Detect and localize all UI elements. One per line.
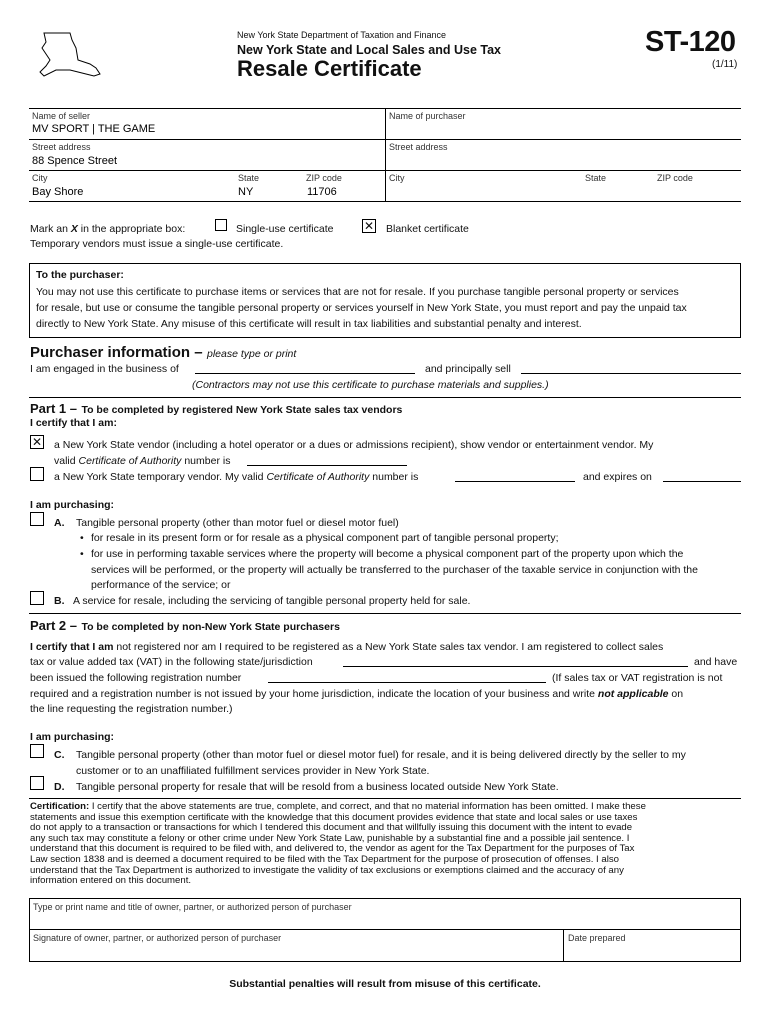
principally-sell-label: and principally sell — [425, 363, 511, 375]
notice-text: directly to New York State. Any misuse of this certificate will result in tax liabilities and substantial penalty and interest. — [36, 318, 582, 330]
divider — [29, 613, 741, 614]
divider — [563, 929, 564, 962]
option-c-text: customer or to an unaffiliated fulfillment services provider in New York State. — [76, 765, 430, 777]
purchaser-info-heading: Purchaser information – please type or print — [30, 344, 297, 361]
agency-name: New York State Department of Taxation and Finance — [237, 30, 446, 40]
part1-heading: Part 1 – To be completed by registered New York State sales tax vendors — [30, 401, 403, 416]
penalty-warning: Substantial penalties will result from misuse of this certificate. — [229, 978, 541, 990]
seller-city-label: City — [32, 173, 48, 183]
option-a-letter: A. — [54, 517, 65, 529]
form-date: (1/11) — [712, 59, 738, 70]
option-a-bullet-cont: performance of the service; or — [91, 579, 231, 591]
principally-sell-field[interactable] — [521, 373, 741, 374]
seller-street-label: Street address — [32, 142, 91, 152]
part2-text: tax or value added tax (VAT) in the following state/jurisdiction — [30, 656, 313, 668]
option-c-text: Tangible personal property (other than motor fuel or diesel motor fuel) for resale, and it is being delivered directly by the seller to my — [76, 749, 686, 761]
engaged-business-field[interactable] — [195, 373, 415, 374]
purchaser-city-field[interactable] — [389, 184, 739, 199]
certification-text: Certification: I certify that the above statements are true, complete, and correct, and that no material information has been omitted. I make these statements and issue this exemption certificate with the knowledge that this document provides evidence that state and local sales or use taxes do not apply to a transaction or transactions for which I tendered this document and that willfully issuing this document with the intent to evade any such tax may constitute a felony or other crime under New York State Law, punishable by a substantial fine and a possible jail sentence. I understand that this document is required to be filed with, and delivered to, the vendor as agent for the Tax Department for the purposes of Tax Law section 1838 and is deemed a document required to be filed with the Tax Department for the purpose of prosecution of offenses. I also understand that the Tax Department is authorized to investigate the validity of tax exclusions or exemptions claimed and the accuracy of any information entered on this document. — [30, 801, 646, 887]
temp-authority-number-field[interactable] — [455, 481, 575, 482]
purchaser-city-label: City — [389, 173, 405, 183]
part2-text: and have — [694, 656, 738, 668]
option-c-letter: C. — [54, 749, 65, 761]
temporary-vendor-note: Temporary vendors must issue a single-use certificate. — [30, 238, 284, 250]
temporary-vendor-checkbox[interactable] — [30, 467, 44, 481]
name-title-label: Type or print name and title of owner, partner, or authorized person of purchaser — [33, 902, 352, 912]
option-b-text: A service for resale, including the servicing of tangible personal property held for sale. — [73, 595, 471, 607]
option-d-letter: D. — [54, 781, 65, 793]
part1-purchasing-label: I am purchasing: — [30, 499, 115, 511]
option-b-checkbox[interactable] — [30, 591, 44, 605]
seller-zip-label: ZIP code — [306, 173, 342, 183]
seller-state-label: State — [238, 173, 260, 183]
part2-text: (If sales tax or VAT registration is not — [552, 672, 723, 684]
nys-vendor-text: valid Certificate of Authority number is — [54, 455, 231, 467]
nys-vendor-text: a New York State vendor (including a hotel operator or a dues or admissions recipient), show vendor or entertainment vendor. My — [54, 439, 654, 451]
divider — [29, 929, 741, 930]
engaged-business-label: I am engaged in the business of — [30, 363, 179, 375]
purchaser-zip-label: ZIP code — [657, 173, 693, 183]
state-jurisdiction-field[interactable] — [343, 666, 688, 667]
cert-type-prompt: Mark an X in the appropriate box: — [30, 223, 186, 235]
part2-text: been issued the following registration number — [30, 672, 242, 684]
date-prepared-label: Date prepared — [568, 933, 626, 943]
seller-name-field[interactable]: MV SPORT | THE GAME — [32, 123, 156, 135]
part2-text: I certify that I am not registered nor am I required to be registered as a New York State sales tax vendor. I am registered to collect sales — [30, 641, 664, 653]
new-york-state-map-icon — [30, 30, 105, 92]
purchaser-name-field[interactable] — [389, 122, 739, 137]
part1-certify-label: I certify that I am: — [30, 417, 117, 429]
date-prepared-field[interactable] — [568, 945, 738, 960]
form-title: Resale Certificate — [237, 56, 422, 81]
nys-vendor-checkbox[interactable]: ✕ — [31, 435, 43, 449]
part2-heading: Part 2 – To be completed by non-New York State purchasers — [30, 618, 340, 633]
option-b-letter: B. — [54, 595, 65, 607]
part2-text: the line requesting the registration number.) — [30, 703, 233, 715]
option-a-checkbox[interactable] — [30, 512, 44, 526]
name-title-field[interactable] — [33, 914, 733, 928]
seller-state-field[interactable]: NY — [238, 186, 254, 198]
form-subtitle: New York State and Local Sales and Use Tax — [237, 43, 501, 57]
option-a-bullet: • for resale in its present form or for resale as a physical component part of tangible personal property; — [91, 532, 559, 544]
signature-label: Signature of owner, partner, or authorized person of purchaser — [33, 933, 282, 943]
blanket-label: Blanket certificate — [386, 223, 469, 235]
divider — [29, 798, 741, 799]
signature-field[interactable] — [33, 945, 558, 960]
purchaser-street-field[interactable] — [389, 153, 739, 168]
divider — [385, 108, 386, 202]
purchaser-state-label: State — [585, 173, 607, 183]
expiration-date-field[interactable] — [663, 481, 741, 482]
single-use-checkbox[interactable] — [215, 219, 227, 231]
notice-text: for resale, but use or consume the tangible personal property or services yourself in New York State, you must report and pay the unpaid tax — [36, 302, 687, 314]
seller-city-field[interactable]: Bay Shore — [32, 186, 84, 198]
expires-on-label: and expires on — [583, 471, 652, 483]
option-a-text: Tangible personal property (other than motor fuel or diesel motor fuel) — [76, 517, 399, 529]
blanket-checkbox[interactable]: ✕ — [363, 219, 375, 233]
contractor-note: (Contractors may not use this certificate to purchase materials and supplies.) — [192, 379, 549, 391]
authority-number-field[interactable] — [247, 465, 407, 466]
option-d-checkbox[interactable] — [30, 776, 44, 790]
option-a-bullet-cont: services will be performed, or the property will actually be transferred to the purchaser of the taxable service in conjunction with the — [91, 564, 698, 576]
form-number: ST-120 — [645, 26, 736, 58]
purchaser-street-label: Street address — [389, 142, 448, 152]
seller-zip-field[interactable]: 11706 — [307, 186, 337, 198]
option-c-checkbox[interactable] — [30, 744, 44, 758]
notice-heading: To the purchaser: — [36, 269, 124, 281]
purchaser-name-label: Name of purchaser — [389, 111, 466, 121]
seller-name-label: Name of seller — [32, 111, 91, 121]
part2-purchasing-label: I am purchasing: — [30, 731, 115, 743]
part2-text: required and a registration number is not issued by your home jurisdiction, indicate the location of your business and write not applicable on — [30, 688, 684, 700]
option-a-bullet: • for use in performing taxable services where the property will become a physical component part of the property upon which the — [91, 548, 683, 560]
option-d-text: Tangible personal property for resale that will be resold from a business located outside New York State. — [76, 781, 559, 793]
seller-street-field[interactable]: 88 Spence Street — [32, 155, 118, 167]
divider — [29, 397, 741, 398]
notice-text: You may not use this certificate to purchase items or services that are not for resale. If you purchase tangible personal property or services — [36, 286, 679, 298]
registration-number-field[interactable] — [268, 682, 546, 683]
single-use-label: Single-use certificate — [236, 223, 334, 235]
temporary-vendor-text: a New York State temporary vendor. My valid Certificate of Authority number is — [54, 471, 419, 483]
